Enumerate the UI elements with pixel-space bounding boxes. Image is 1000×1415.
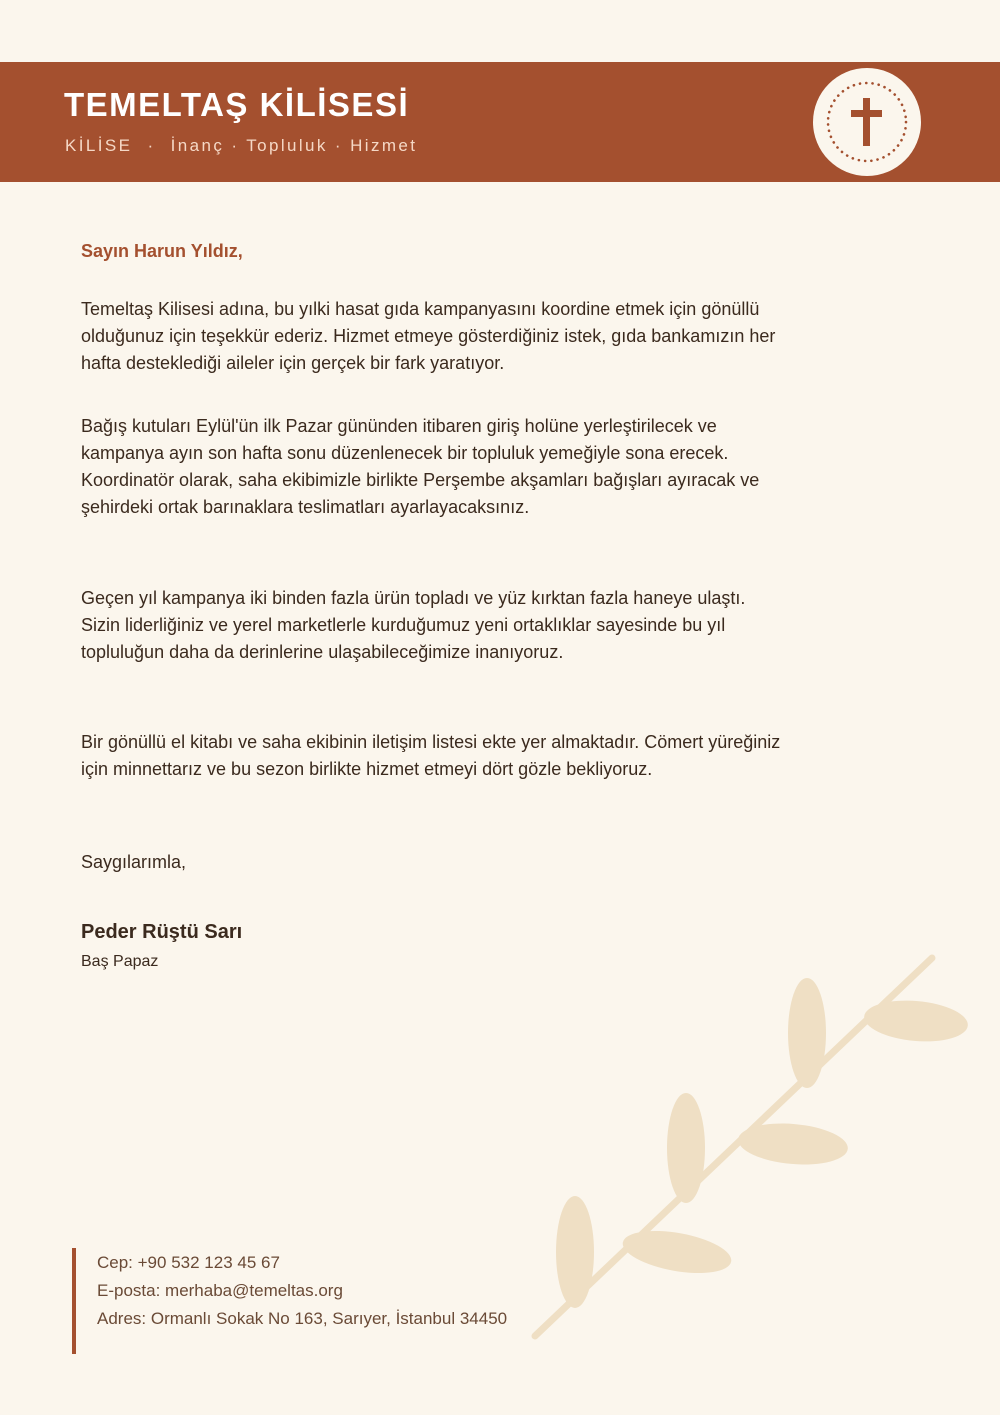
closing: Saygılarımla, (81, 852, 187, 872)
tagline-separator: · (147, 136, 156, 155)
olive-branch-decoration (520, 940, 980, 1360)
contact-email: E-posta: merhaba@temeltas.org (97, 1281, 343, 1300)
church-emblem (813, 68, 921, 176)
tagline-prefix: KİLİSE (65, 136, 133, 155)
body-paragraph-3: Geçen yıl kampanya iki binden fazla ürün topladı ve yüz kırktan fazla haneye ulaştı. Sizin liderliğiniz ve yerel marketlerle kurduğumuz yeni ortaklıklar sayesinde bu yıl topluluğun daha da derinlerine ulaşabileceğimize inanıyoruz. (81, 588, 746, 662)
olive-branch-icon (520, 940, 980, 1360)
signer-name: Peder Rüştü Sarı (81, 921, 243, 943)
salutation: Sayın Harun Yıldız, (81, 241, 243, 261)
tagline-values: İnanç · Topluluk · Hizmet (170, 136, 418, 155)
body-paragraph-2: Bağış kutuları Eylül'ün ilk Pazar gününden itibaren giriş holüne yerleştirilecek ve kampanya ayın son hafta sonu düzenlenecek bir topluluk yemeğiyle sona erecek. Koordinatör olarak, saha ekibimizle birlikte Perşembe akşamları bağışları ayıracak ve şehirdeki ortak barınaklara teslimatları ayarlayacaksınız. (81, 416, 760, 517)
body-paragraph-4: Bir gönüllü el kitabı ve saha ekibinin iletişim listesi ekte yer almaktadır. Cömert yüreğiniz için minnettarız ve bu sezon birlikte hizmet etmeyi dört gözle bekliyoruz. (81, 732, 781, 779)
contact-accent-bar (72, 1248, 76, 1354)
body-paragraph-1: Temeltaş Kilisesi adına, bu yılki hasat gıda kampanyasını koordine etmek için gönüllü olduğunuz için teşekkür ederiz. Hizmet etmeye gösterdiğiniz istek, gıda bankamızın her hafta desteklediği aileler için gerçek bir fark yaratıyor. (81, 299, 776, 373)
contact-phone: Cep: +90 532 123 45 67 (97, 1253, 280, 1272)
signer-title: Baş Papaz (81, 953, 159, 970)
org-name: TEMELTAŞ KİLİSESİ (64, 86, 410, 123)
cross-icon (813, 68, 921, 176)
contact-address: Adres: Ormanlı Sokak No 163, Sarıyer, İstanbul 34450 (97, 1309, 508, 1328)
tagline (65, 136, 417, 156)
